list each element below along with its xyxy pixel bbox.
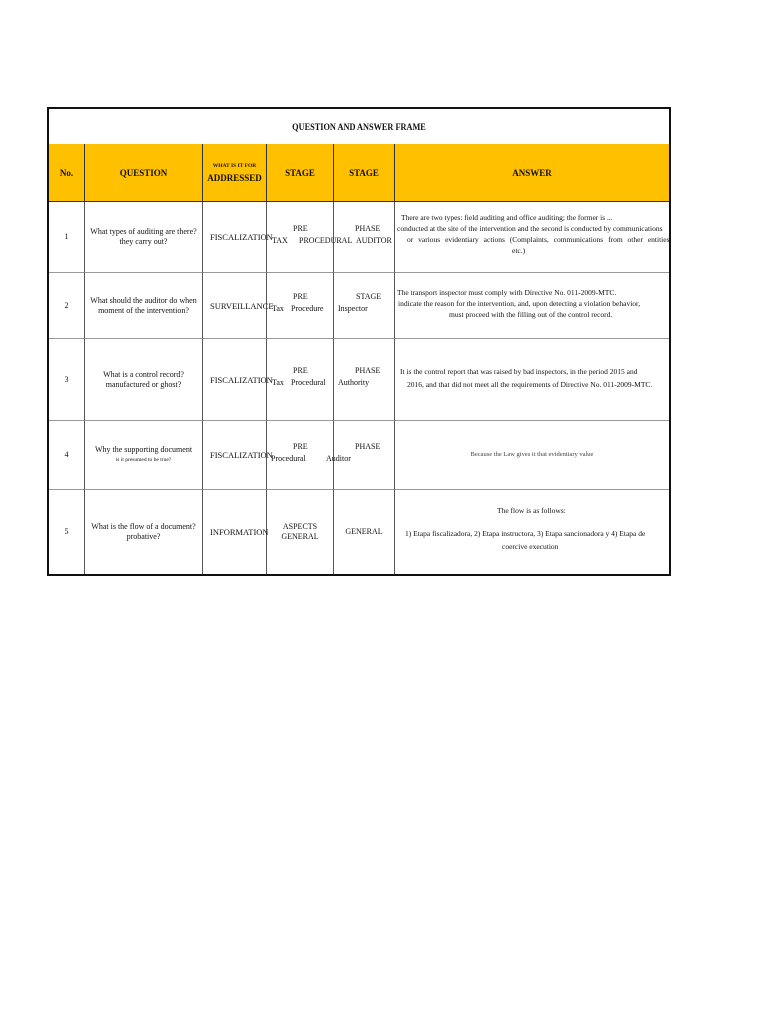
row-1-stage-1-line-1: PRE [293,224,308,233]
row-4-stage-2 [326,421,395,490]
row-5-addressed: INFORMATION [203,490,267,574]
row-2-answer [395,273,669,339]
row-2-answer-line-3: must proceed with the filling out of the control record. [449,310,613,319]
header-stage-2: STAGE [334,144,395,202]
row-4-question-line-2: is it presumed to be true? [115,457,172,463]
row-1-answer [395,202,672,273]
row-2-stage-1 [267,273,334,339]
row-2-stage-2-line-2: Inspector [338,304,368,313]
row-1-stage-2-line-2: AUDITOR [356,236,392,245]
row-3-stage-1-line-3: Procedural [291,378,326,387]
row-4-no: 4 [49,421,85,490]
row-3-stage-2-line-2: Authority [338,378,370,387]
row-3-answer [395,339,669,421]
row-3-stage-1 [267,339,334,421]
row-1-answer-line-4: etc.) [512,246,526,255]
row-2-no: 2 [49,273,85,339]
row-2-stage-1-line-3: Procedure [291,304,324,313]
row-2-stage-2-line-1: STAGE [356,292,382,301]
row-2-answer-line-2: indicate the reason for the intervention, and, upon detecting a violation behavior, [398,299,641,308]
row-3-question-line-1: What is a control record? [103,369,184,379]
row-2-stage-1-line-2: Tax [272,304,284,313]
row-1-answer-line-3: or various evidentiary actions (Complaints, communications from other entities, [407,235,672,244]
row-3-stage-1-line-2: Tax [272,378,284,387]
row-1-answer-line-1: There are two types: field auditing and office auditing; the former is ... [401,213,613,222]
row-4-stage-1-line-1: PRE [293,442,308,451]
row-1-question [85,202,203,273]
row-5-stage-1-line-2: GENERAL [281,532,319,541]
header-answer: ANSWER [395,144,669,202]
row-1-question-line-2: they carry out? [119,237,168,246]
row-5-stage-1 [267,490,334,574]
row-4-stage-2-line-1: PHASE [355,442,381,451]
row-2-stage-2 [334,273,395,339]
header-no: No. [49,144,85,202]
row-3-stage-1-line-1: PRE [293,366,308,375]
row-4-stage-1-line-2: Procedural [271,454,306,463]
header-addressed-label: ADDRESSED [207,172,262,183]
row-4-stage-1 [267,421,334,490]
row-5-answer-line-3: coercive execution [502,542,559,551]
row-4-question-line-1: Why the supporting document [94,445,193,454]
row-3-no: 3 [49,339,85,421]
row-1-answer-line-2: conducted at the site of the intervention and the second is conducted by communications [397,224,663,233]
row-2-question-line-2: moment of the intervention? [98,305,189,315]
row-5-question-line-1: What is the flow of a document? [91,522,196,531]
row-3-question-line-2: manufactured or ghost? [105,379,182,389]
row-5-question-line-2: probative? [126,532,161,541]
header-question: QUESTION [85,144,203,202]
header-addressed-sub: WHAT IS IT FOR [212,162,257,169]
row-5-answer-line-1: The flow is as follows: [497,506,566,515]
row-3-addressed: FISCALIZATION [203,339,267,421]
row-3-stage-2-line-1: PHASE [355,366,381,375]
header-stage-1: STAGE [267,144,334,202]
row-5-answer [395,490,669,574]
row-1-stage-2-line-1: PHASE [355,224,381,233]
row-5-stage-2: GENERAL [334,490,395,574]
row-5-answer-line-2: 1) Etapa fiscalizadora, 2) Etapa instructora, 3) Etapa sancionadora y 4) Etapa de [405,529,646,538]
row-2-stage-1-line-1: PRE [293,292,308,301]
row-4-addressed: FISCALIZATION [203,421,267,490]
row-1-addressed: FISCALIZATION [203,202,267,273]
row-5-stage-1-line-1: ASPECTS [282,522,318,531]
row-1-stage-1 [267,202,353,273]
row-1-no: 1 [49,202,85,273]
row-3-stage-2 [334,339,395,421]
row-3-question [85,339,203,421]
row-3-answer-line-1: It is the control report that was raised by bad inspectors, in the period 2015 and [400,367,638,376]
row-2-answer-line-1: The transport inspector must comply with Directive No. 011-2009-MTC. [397,288,617,297]
row-1-question-line-1: What types of auditing are there? [90,227,197,236]
row-2-question-line-1: What should the auditor do when [90,295,197,305]
row-1-stage-1-line-3: PROCEDURAL [299,236,353,245]
row-2-question [85,273,203,339]
row-5-no: 5 [49,490,85,574]
row-4-question [85,421,203,490]
table-title: QUESTION AND ANSWER FRAME [74,109,644,145]
row-1-stage-2 [334,202,395,273]
row-3-answer-line-2: 2016, and that did not meet all the requirements of Directive No. 011-2009-MTC. [407,380,653,389]
row-2-addressed: SURVEILLANCE [203,273,267,339]
row-5-question [85,490,203,574]
row-4-stage-2-line-2: Auditor [326,454,351,463]
header-addressed [203,144,267,202]
row-4-answer: Because the Law gives it that evidentiary value [395,421,669,490]
row-1-stage-1-line-2: TAX [272,236,288,245]
qa-table [47,107,671,576]
